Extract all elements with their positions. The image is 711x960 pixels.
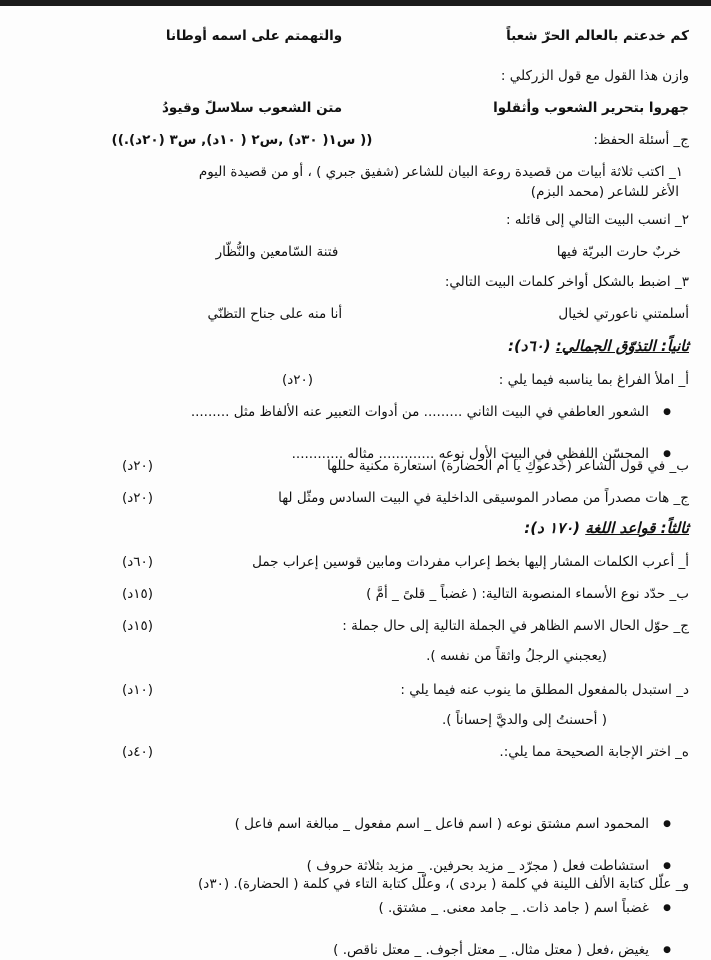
- weigh-instruction: وازن هذا القول مع قول الزركلي :: [500, 68, 689, 84]
- q3-verse-first-half: أسلمتني ناعورتي لخيال: [558, 306, 689, 322]
- grammar-q-c: [22, 616, 689, 636]
- grammar-q-c-text: ج_ حوّل الحال الاسم الظاهر في الجملة التالية إلى حال جملة :: [342, 618, 689, 634]
- grammar-choice-1: ● المحمود اسم مشتق نوعه ( اسم فاعل _ اسم مفعول _ مبالغة اسم فاعل ): [0, 814, 689, 834]
- verse-2-first-half: جهروا بتحرير الشعوب وأثقلوا: [493, 100, 689, 116]
- memorize-q2: ٢_ انسب البيت التالي إلى قائله :: [506, 212, 689, 228]
- q3-verse-second-half: أنا منه على جناح التظنّي: [207, 306, 343, 322]
- memorize-q1-line1: ١_ اكتب ثلاثة أبيات من قصيدة روعة البيان للشاعر (شفيق جبري ) ، أو من قصيدة اليوم: [198, 164, 683, 180]
- memorize-q3-verse: [22, 304, 689, 324]
- grammar-q-c-example: (يعجبني الرجلُ واثقاً من نفسه ).: [426, 648, 607, 664]
- aesthetic-q-b-text: ب_ في قول الشاعر (خدعوكِ يا أم الحضارة) استعارة مكنية حللها: [327, 458, 689, 474]
- grammar-q-d-marks: (١٠د): [122, 682, 154, 698]
- grammar-q-e: [22, 742, 689, 762]
- grammar-q-b-marks: (١٥د): [122, 586, 154, 602]
- verse-1: [22, 26, 689, 46]
- aesthetic-q-b-marks: (٢٠د): [122, 458, 154, 474]
- memorize-marks: (( س١( ٣٠د) ,س٢ ( ١٠د), س٣ (٢٠د).)): [111, 132, 373, 148]
- section-aesthetic-marks: (٦٠د):: [508, 337, 556, 355]
- grammar-q-e-text: ه_ اختر الإجابة الصحيحة مما يلي:.: [499, 744, 689, 760]
- aesthetic-q-c: [22, 488, 689, 508]
- aesthetic-q-c-marks: (٢٠د): [122, 490, 154, 506]
- grammar-q-e-marks: (٤٠د): [122, 744, 154, 760]
- memorize-title: ج_ أسئلة الحفظ:: [593, 132, 689, 148]
- q2-verse-first-half: خربٌ حارت البريّة فيها: [556, 244, 681, 260]
- section-aesthetic-label: ثانياً: التذوّق الجمالي:: [555, 337, 689, 355]
- grammar-choice-2: ● استشاطت فعل ( مجرّد _ مزيد بحرفين. _ مزيد بثلاثة حروف ): [0, 856, 689, 876]
- grammar-q-d-text: د_ استبدل بالمفعول المطلق ما ينوب عنه فيما يلي :: [400, 682, 689, 698]
- grammar-choice-4: ● يغيض ،فعل ( معتل مثال. _ معتل أجوف. _ معتل ناقص. ): [0, 940, 689, 960]
- aesthetic-blank-2: ● المحسّن اللفظي في البيت الأول نوعه ............. مثاله ............: [0, 444, 689, 464]
- verse-1-first-half: كم خدعتم بالعالم الحرّ شعباً: [506, 28, 689, 44]
- verse-1-second-half: والتهمتم على اسمه أوطانا: [165, 28, 343, 44]
- section-grammar-marks: (١٧٠ د):: [524, 519, 586, 537]
- q2-verse-second-half: فتنة السّامعين والنُّظّار: [215, 244, 339, 260]
- grammar-q-a-marks: (٦٠د): [122, 554, 154, 570]
- aesthetic-q-a: [22, 370, 689, 390]
- section-aesthetic-title: [22, 336, 689, 356]
- grammar-q-f: و_ علّل كتابة الألف اللينة في كلمة ( بردى )، وعلّل كتابة التاء في كلمة ( الحضارة). (٣٠د): [198, 876, 689, 892]
- grammar-q-c-marks: (١٥د): [122, 618, 154, 634]
- aesthetic-q-c-text: ج_ هات مصدراً من مصادر الموسيقى الداخلية في البيت السادس ومثّل لها: [278, 490, 689, 506]
- memorize-q2-verse: [22, 242, 689, 262]
- memorize-q1-line2: الأغر للشاعر (محمد البزم): [530, 184, 679, 200]
- grammar-q-d-example: ( أحسنتُ إلى والديَّ إحساناً ).: [441, 712, 607, 728]
- grammar-q-d: [22, 680, 689, 700]
- aesthetic-blank-1: ● الشعور العاطفي في البيت الثاني ......... من أدوات التعبير عنه الألفاظ مثل .........: [0, 402, 689, 422]
- grammar-choice-3: ● غضباً اسم ( جامد ذات. _ جامد معنى. _ مشتق. ): [0, 898, 689, 918]
- aesthetic-q-a-text: أ_ املأ الفراغ بما يناسبه فيما يلي :: [498, 372, 689, 388]
- grammar-q-a-text: أ_ أعرب الكلمات المشار إليها بخط إعراب مفردات ومابين قوسين إعراب جمل: [252, 554, 689, 570]
- memorize-heading: [22, 130, 689, 150]
- grammar-q-a: [22, 552, 689, 572]
- grammar-q-b-text: ب_ حدّد نوع الأسماء المنصوبة التالية: ( غضباً _ قلىً _ أمَّ ): [366, 586, 689, 602]
- aesthetic-q-a-marks: (٢٠د): [282, 372, 314, 388]
- verse-2: [22, 98, 689, 118]
- section-grammar-title: [22, 518, 689, 538]
- aesthetic-q-b: [22, 456, 689, 476]
- section-grammar-label: ثالثاً: قواعد اللغة: [585, 519, 689, 537]
- memorize-q3: ٣_ اضبط بالشكل أواخر كلمات البيت التالي:: [444, 274, 689, 290]
- verse-2-second-half: متن الشعوب سلاسلً وقيودُ: [161, 100, 343, 116]
- grammar-q-b: [22, 584, 689, 604]
